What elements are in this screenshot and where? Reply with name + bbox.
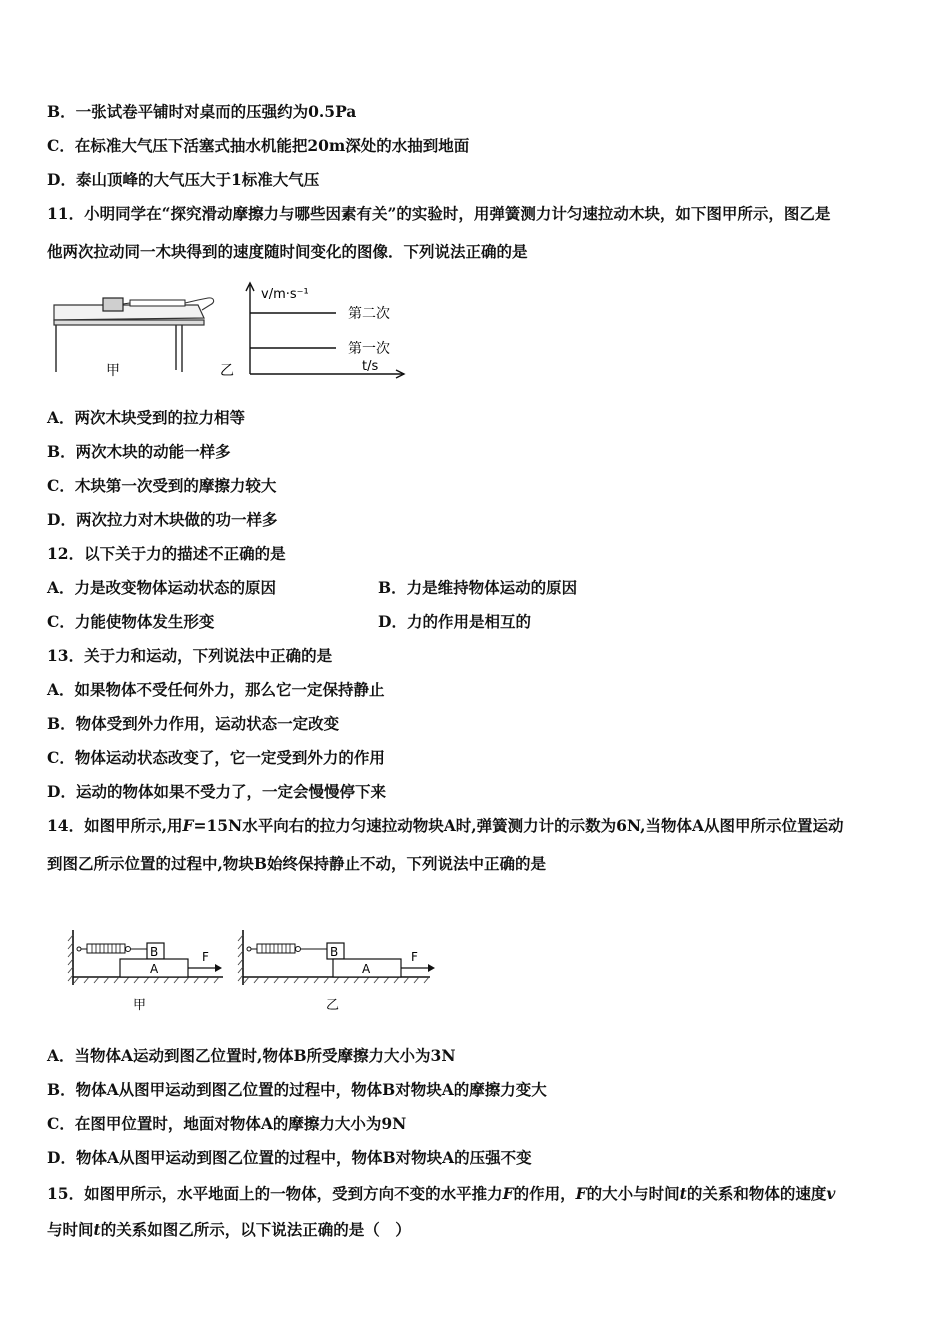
q14-diagram-right [238,930,435,1013]
q11-option-b: B．两次木块的动能一样多 [47,442,231,461]
q14-left-spring-scale [87,944,125,953]
q13-option-c: C．物体运动状态改变了，它一定受到外力的作用 [47,748,385,767]
q14-option-c: C．在图甲位置时，地面对物体A的摩擦力大小为9N [47,1114,407,1133]
q15-s1-c: 的大小与时间 [586,1184,680,1203]
q14-stem-pre: 14．如图甲所示,用 [47,816,183,835]
q12-stem: 12．以下关于力的描述不正确的是 [47,544,286,563]
q15-var-f2: F [575,1184,587,1203]
q14-left-block-a-label: A [150,962,159,976]
q14-stem-post: =15N水平向右的拉力匀速拉动物块A时,弹簧测力计的示数为6N,当物体A从图甲所示位置运动 [193,816,844,835]
q14-diagram-left [68,930,223,1013]
q11-stem-line1: 11．小明同学在“探究滑动摩擦力与哪些因素有关”的实验时，用弹簧测力计匀速拉动木块，如下图甲所示，图乙是 [47,204,831,223]
q14-right-block-b-label: B [330,945,339,959]
q15-s1-d: 的关系和物体的速度 [686,1184,827,1203]
q15-stem-line1 [47,1183,835,1205]
q11-fig-left-label: 甲 [106,363,120,379]
q12-option-b: B．力是维持物体运动的原因 [378,578,578,597]
q14-right-block-a-label: A [362,962,371,976]
q10-option-b: B．一张试卷平铺时对桌而的压强约为0.5Pa [47,102,357,121]
q14-option-d: D．物体A从图甲运动到图乙位置的过程中，物体B对物块A的压强不变 [47,1148,532,1167]
q11-y-axis-label: v/m·s⁻¹ [261,287,309,302]
q11-wood-block [103,298,123,311]
q14-fig-left-label: 甲 [133,998,147,1013]
q15-s1-a: 15．如图甲所示，水平地面上的一物体，受到方向不变的水平推力 [47,1184,503,1203]
q11-option-c: C．木块第一次受到的摩擦力较大 [47,476,277,495]
q11-option-d: D．两次拉力对木块做的功一样多 [47,510,278,529]
q11-vt-graph [246,283,404,378]
q14-right-force-label: F [411,950,418,964]
q14-option-b: B．物体A从图甲运动到图乙位置的过程中，物体B对物块A的摩擦力变大 [47,1080,547,1099]
q15-var-f1: F [502,1184,514,1203]
q11-spring-scale [130,300,185,306]
q14-right-spring-scale [257,944,295,953]
q15-var-v: v [826,1184,836,1203]
q11-x-axis-label: t/s [362,359,379,374]
q11-table-apparatus [54,298,214,372]
q12-option-d: D．力的作用是相互的 [378,612,531,631]
q11-figure [48,280,408,385]
q14-figure [65,925,450,1020]
q10-option-c: C．在标准大气压下活塞式抽水机能把20m深处的水抽到地面 [47,136,470,155]
q14-left-force-label: F [202,950,209,964]
q14-stem-line1 [47,815,844,837]
q15-s2-b: 的关系如图乙所示，以下说法正确的是（ ） [100,1220,411,1239]
q11-option-a: A．两次木块受到的拉力相等 [47,408,246,427]
q14-left-block-b-label: B [150,945,159,959]
q14-stem-line2: 到图乙所示位置的过程中,物块B始终保持静止不动，下列说法中正确的是 [47,854,546,873]
q15-var-t1: t [679,1184,687,1203]
q14-option-a: A．当物体A运动到图乙位置时,物体B所受摩擦力大小为3N [47,1046,456,1065]
q11-fig-right-label: 乙 [220,363,234,379]
q12-option-c: C．力能使物体发生形变 [47,612,215,631]
q15-s2-a: 与时间 [47,1220,94,1239]
q12-option-a: A．力是改变物体运动状态的原因 [47,578,277,597]
q13-option-a: A．如果物体不受任何外力，那么它一定保持静止 [47,680,385,699]
q15-var-t2: t [93,1220,101,1239]
q14-var-f: F [182,816,194,835]
q13-option-d: D．运动的物体如果不受力了，一定会慢慢停下来 [47,782,386,801]
q11-series-second-label: 第二次 [348,306,390,322]
q13-stem: 13．关于力和运动，下列说法中正确的是 [47,646,333,665]
q15-stem-line2 [47,1219,411,1241]
q15-s1-b: 的作用， [513,1184,576,1203]
q11-series-first-label: 第一次 [348,341,390,357]
q14-fig-right-label: 乙 [326,998,340,1013]
q11-stem-line2: 他两次拉动同一木块得到的速度随时间变化的图像．下列说法正确的是 [47,242,528,261]
q10-option-d: D．泰山顶峰的大气压大于1标准大气压 [47,170,320,189]
q13-option-b: B．物体受到外力作用，运动状态一定改变 [47,714,340,733]
